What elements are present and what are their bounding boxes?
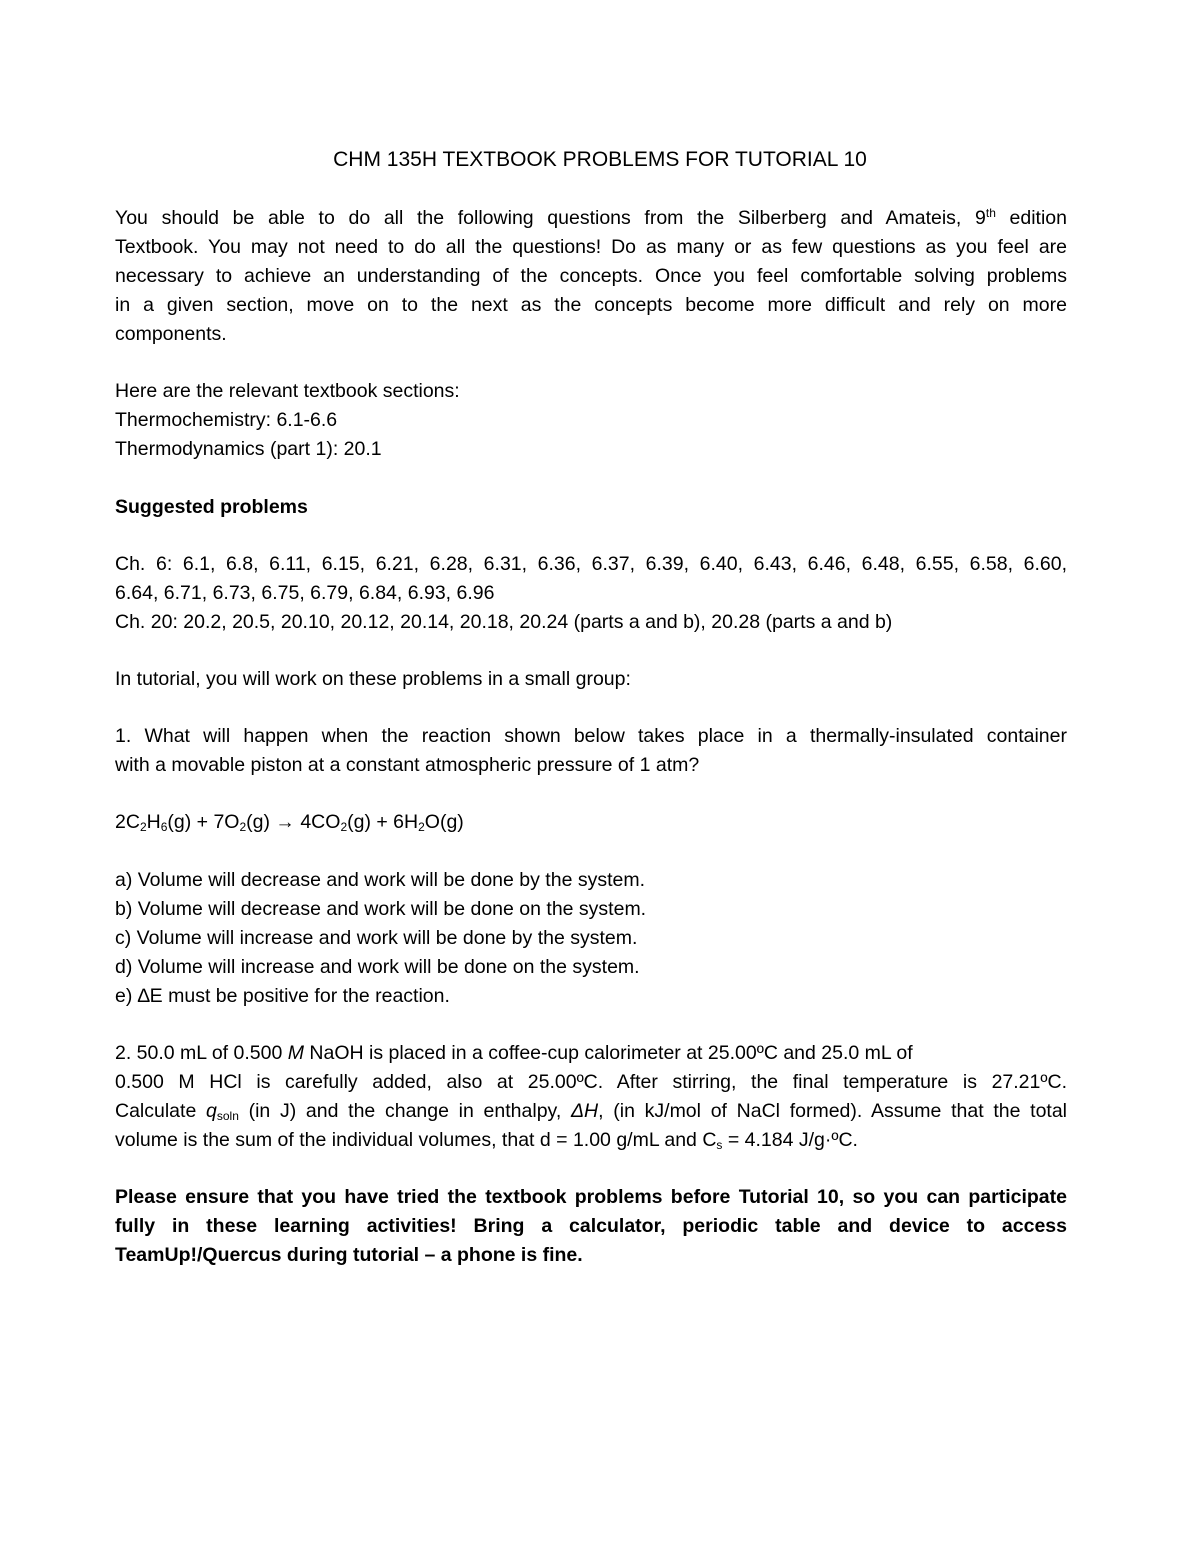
section-item: Thermochemistry: 6.1-6.6: [115, 409, 338, 431]
closing-line-3: TeamUp!/Quercus during tutorial – a phone is fine.: [115, 1244, 583, 1266]
reaction-equation: $2C_2H_6(g) + 7O_2(g) \to 4CO_2(g) + 6H_2O(g)$: [115, 811, 464, 834]
question-2-line-3: Calculate $q_{soln}$ (in J) and the change in enthalpy, ΔH, (in kJ/mol of NaCl formed). Assume that the total: [115, 1100, 1068, 1123]
answer-option-b: b) Volume will decrease and work will be done on the system.: [115, 898, 647, 920]
ch6-problems-line-1: Ch. 6: 6.1, 6.8, 6.11, 6.15, 6.21, 6.28, 6.31, 6.36, 6.37, 6.39, 6.40, 6.43, 6.46, 6.48, 6.55, 6.58, 6.60,: [115, 553, 1067, 575]
answer-option-c: c) Volume will increase and work will be done by the system.: [115, 927, 638, 949]
answer-option-a: a) Volume will decrease and work will be done by the system.: [115, 869, 646, 891]
tutorial-intro: In tutorial, you will work on these problems in a small group:: [115, 668, 631, 690]
ch20-problems: Ch. 20: 20.2, 20.5, 20.10, 20.12, 20.14, 20.18, 20.24 (parts a and b), 20.28 (parts a and b): [115, 611, 893, 633]
intro-text: edition: [995, 207, 1067, 229]
suggested-heading: Suggested problems: [115, 496, 308, 518]
ordinal-suffix: th: [985, 206, 996, 220]
question-1-line-2: with a movable piston at a constant atmospheric pressure of 1 atm?: [115, 754, 700, 776]
question-2-line-4: volume is the sum of the individual volumes, that d = 1.00 g/mL and $C_s = 4.184$ J/g·ºC.: [115, 1129, 858, 1152]
closing-line-1: Please ensure that you have tried the textbook problems before Tutorial 10, so you can participate: [115, 1186, 1067, 1208]
ch6-problems-line-2: 6.64, 6.71, 6.73, 6.75, 6.79, 6.84, 6.93, 6.96: [115, 582, 495, 604]
question-2-line-1: 2. 50.0 mL of 0.500 M NaOH is placed in a coffee-cup calorimeter at 25.00ºC and 25.0 mL of: [115, 1042, 913, 1064]
sections-heading: Here are the relevant textbook sections:: [115, 380, 460, 402]
intro-line-5: components.: [115, 323, 227, 345]
intro-text: You should be able to do all the following questions from the Silberberg and Amateis, 9: [115, 207, 986, 229]
intro-line-4: in a given section, move on to the next as the concepts become more difficult and rely on more: [115, 294, 1067, 316]
intro-line-2: Textbook. You may not need to do all the questions! Do as many or as few questions as you feel are: [115, 236, 1067, 258]
page-title: CHM 135H TEXTBOOK PROBLEMS FOR TUTORIAL 10: [333, 148, 867, 171]
question-2-line-2: 0.500 M HCl is carefully added, also at 25.00ºC. After stirring, the final temperature is 27.21ºC.: [115, 1071, 1067, 1093]
answer-option-d: d) Volume will increase and work will be done on the system.: [115, 956, 640, 978]
answer-option-e: e) ∆E must be positive for the reaction.: [115, 985, 450, 1007]
intro-line-3: necessary to achieve an understanding of the concepts. Once you feel comfortable solving problems: [115, 265, 1067, 287]
intro-line-1: [115, 204, 1067, 233]
closing-line-2: fully in these learning activities! Bring a calculator, periodic table and device to access: [115, 1215, 1067, 1237]
section-item: Thermodynamics (part 1): 20.1: [115, 438, 382, 460]
question-1-line-1: 1. What will happen when the reaction shown below takes place in a thermally-insulated container: [115, 725, 1067, 747]
